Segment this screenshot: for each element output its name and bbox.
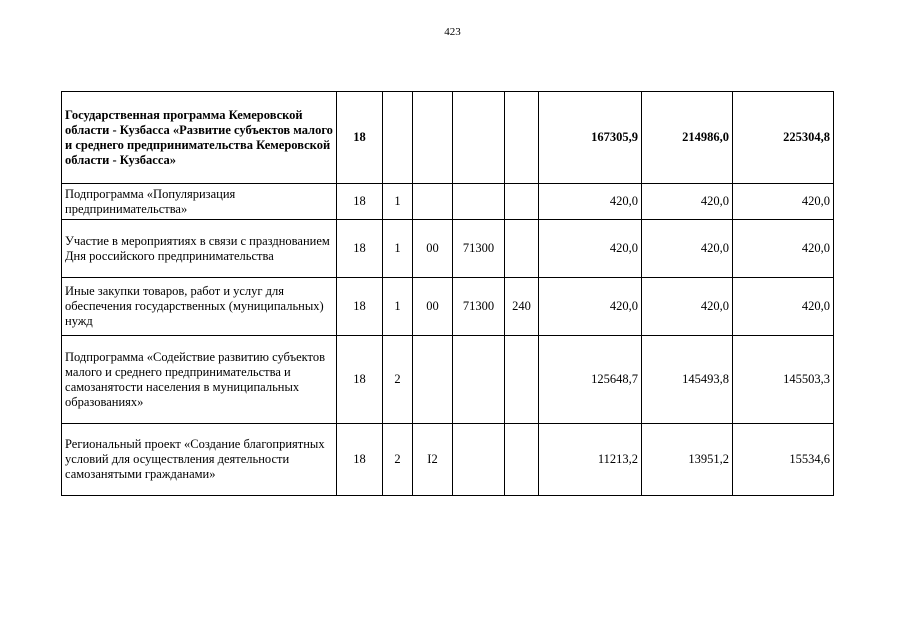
value-year-2: 420,0 [642, 220, 733, 278]
table-row [62, 278, 834, 336]
code-subprogram: 1 [383, 184, 413, 220]
table-row [62, 220, 834, 278]
row-name: Государственная программа Кемеровской области - Кузбасса «Развитие субъектов малого и среднего предпринимательства Кемеровской области - Кузбасса» [62, 92, 337, 184]
row-name: Региональный проект «Создание благоприятных условий для осуществления деятельности самозанятыми гражданами» [62, 424, 337, 496]
code-expense [453, 424, 505, 496]
table-row [62, 184, 834, 220]
value-year-2: 420,0 [642, 184, 733, 220]
code-expense [453, 184, 505, 220]
code-type [505, 184, 539, 220]
code-direction [413, 92, 453, 184]
code-type [505, 336, 539, 424]
value-year-1: 420,0 [539, 184, 642, 220]
code-section: 18 [337, 184, 383, 220]
code-section: 18 [337, 92, 383, 184]
code-expense: 71300 [453, 278, 505, 336]
code-direction: I2 [413, 424, 453, 496]
value-year-1: 420,0 [539, 220, 642, 278]
value-year-2: 13951,2 [642, 424, 733, 496]
row-name: Участие в мероприятиях в связи с празднованием Дня российского предпринимательства [62, 220, 337, 278]
code-section: 18 [337, 278, 383, 336]
code-section: 18 [337, 220, 383, 278]
budget-table [61, 91, 834, 496]
code-expense [453, 336, 505, 424]
page-number: 423 [444, 26, 461, 38]
code-type [505, 92, 539, 184]
code-expense [453, 92, 505, 184]
code-subprogram: 1 [383, 220, 413, 278]
code-type [505, 424, 539, 496]
table-row [62, 336, 834, 424]
code-section: 18 [337, 424, 383, 496]
row-name: Иные закупки товаров, работ и услуг для обеспечения государственных (муниципальных) нужд [62, 278, 337, 336]
value-year-2: 214986,0 [642, 92, 733, 184]
row-name: Подпрограмма «Содействие развитию субъектов малого и среднего предпринимательства и самозанятости населения в муниципальных образованиях» [62, 336, 337, 424]
value-year-1: 167305,9 [539, 92, 642, 184]
code-subprogram: 2 [383, 336, 413, 424]
code-direction [413, 184, 453, 220]
value-year-3: 420,0 [733, 184, 834, 220]
value-year-3: 420,0 [733, 220, 834, 278]
value-year-3: 420,0 [733, 278, 834, 336]
value-year-2: 420,0 [642, 278, 733, 336]
code-direction: 00 [413, 278, 453, 336]
value-year-1: 125648,7 [539, 336, 642, 424]
code-subprogram: 1 [383, 278, 413, 336]
code-direction [413, 336, 453, 424]
code-direction: 00 [413, 220, 453, 278]
value-year-1: 11213,2 [539, 424, 642, 496]
value-year-3: 15534,6 [733, 424, 834, 496]
table-body [62, 92, 834, 496]
code-type [505, 220, 539, 278]
table-row [62, 424, 834, 496]
code-subprogram [383, 92, 413, 184]
row-name: Подпрограмма «Популяризация предпринимательства» [62, 184, 337, 220]
table-row [62, 92, 834, 184]
code-subprogram: 2 [383, 424, 413, 496]
value-year-2: 145493,8 [642, 336, 733, 424]
value-year-3: 145503,3 [733, 336, 834, 424]
code-section: 18 [337, 336, 383, 424]
value-year-3: 225304,8 [733, 92, 834, 184]
code-expense: 71300 [453, 220, 505, 278]
code-type: 240 [505, 278, 539, 336]
value-year-1: 420,0 [539, 278, 642, 336]
